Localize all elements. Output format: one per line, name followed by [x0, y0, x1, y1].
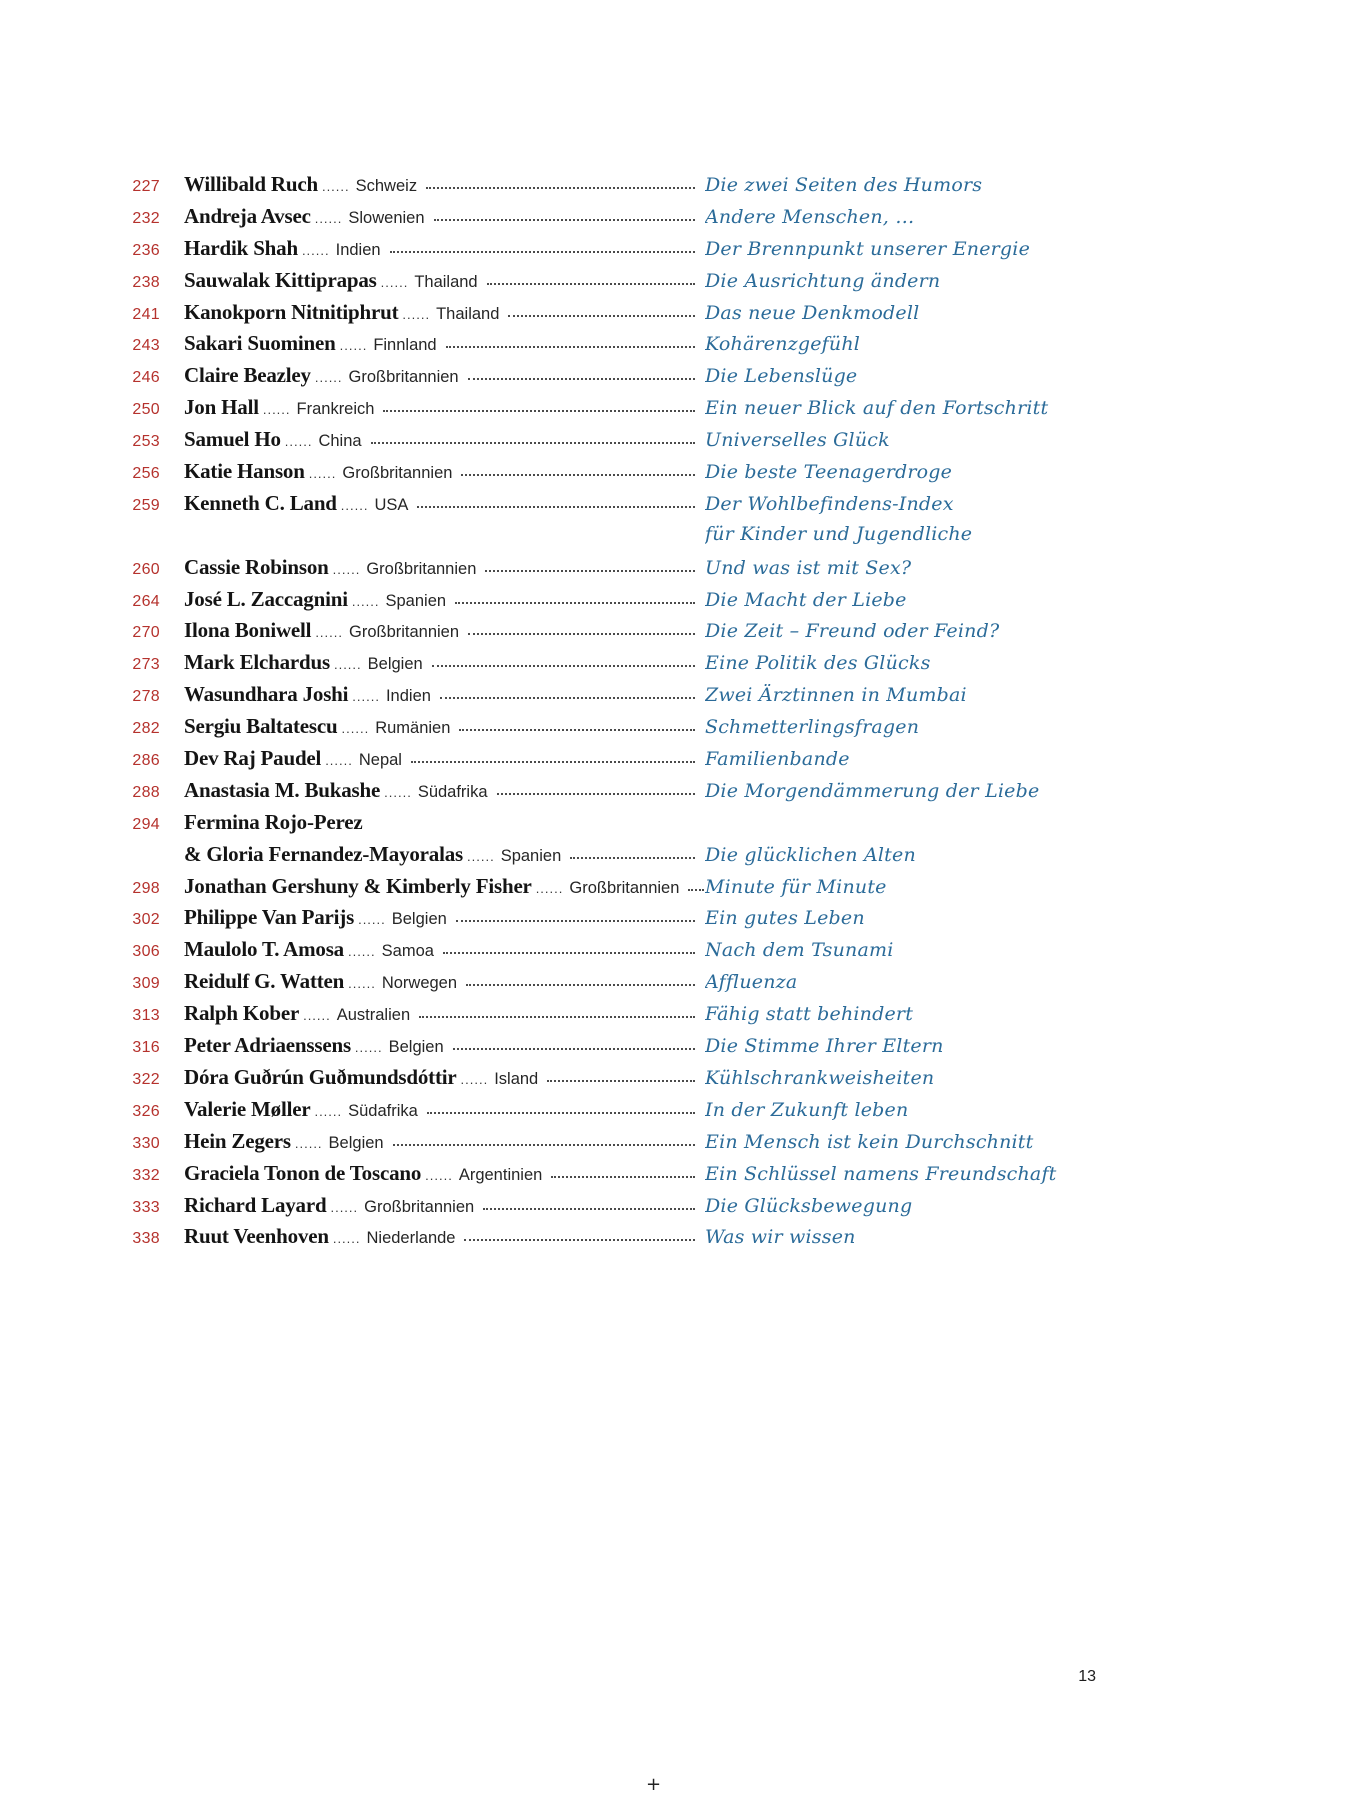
entry-title: Die Stimme Ihrer Eltern [705, 1035, 944, 1058]
separator-dots: ...... [351, 593, 380, 609]
entry-left [160, 427, 705, 452]
toc-row [0, 363, 1358, 395]
entry-left [160, 331, 705, 356]
toc-row [0, 874, 1358, 906]
country-label: Rumänien [375, 719, 451, 738]
country-label: Schweiz [355, 177, 418, 195]
entry-title: Und was ist mit Sex? [705, 556, 912, 579]
entry-left [160, 810, 705, 835]
page-number: 238 [132, 273, 160, 291]
entry-left [160, 874, 705, 899]
entry-title: Die zwei Seiten des Humors [705, 174, 983, 196]
entry-title: Was wir wissen [705, 1226, 856, 1249]
country-label: Nepal [358, 751, 402, 770]
entry-title: Andere Menschen, … [705, 205, 915, 228]
entry-title: Die glücklichen Alten [705, 843, 916, 866]
page-number: 286 [132, 752, 160, 770]
toc-list [0, 172, 1358, 1256]
separator-dots: ...... [333, 657, 362, 673]
toc-row [0, 459, 1358, 491]
entry-left [160, 1033, 705, 1058]
entry-left [160, 1097, 705, 1122]
page-number: 322 [132, 1070, 160, 1088]
toc-row [0, 682, 1358, 714]
country-label: Samoa [381, 942, 434, 961]
page-number: 232 [132, 209, 160, 227]
toc-row [0, 842, 1358, 874]
separator-dots: ...... [314, 370, 343, 386]
dot-leader [417, 506, 695, 508]
page-number: 236 [132, 241, 160, 259]
dot-leader [453, 1048, 695, 1050]
dot-leader [427, 1112, 695, 1114]
separator-dots: ...... [535, 880, 564, 896]
author-name: Ilona Boniwell [184, 618, 312, 643]
toc-row [0, 937, 1358, 969]
author-name: Maulolo T. Amosa [184, 937, 344, 962]
dot-leader [466, 984, 695, 986]
toc-row [0, 204, 1358, 236]
page-number: 273 [132, 656, 160, 674]
separator-dots: ...... [347, 944, 376, 960]
page-number: 259 [132, 496, 160, 514]
entry-left [160, 172, 705, 197]
author-name: Reidulf G. Watten [184, 969, 345, 994]
entry-title: Die Macht der Liebe [705, 588, 907, 611]
page-number: 302 [132, 911, 160, 929]
country-label: Belgien [388, 1038, 444, 1057]
page-number: 288 [132, 783, 160, 801]
country-label: Großbritannien [364, 1197, 475, 1216]
entry-left [160, 682, 705, 707]
author-name: Mark Elchardus [184, 650, 330, 675]
toc-row [0, 650, 1358, 682]
country-label: Belgien [328, 1133, 384, 1152]
toc-row [0, 1224, 1358, 1256]
entry-title: Universelles Glück [705, 429, 890, 452]
entry-left [160, 236, 705, 261]
dot-leader [383, 410, 695, 412]
author-name: Ruut Veenhoven [184, 1224, 329, 1249]
author-name: Sergiu Baltatescu [184, 714, 338, 739]
author-name: Richard Layard [184, 1192, 327, 1217]
toc-row [0, 172, 1358, 204]
page-number: 270 [132, 624, 160, 642]
country-label: Indien [385, 687, 431, 706]
author-name: Claire Beazley [184, 363, 311, 388]
entry-title: Kühlschrankweisheiten [705, 1066, 935, 1089]
country-label: Frankreich [296, 400, 375, 419]
dot-leader [411, 761, 695, 763]
country-label: Großbritannien [348, 368, 459, 387]
page-number: 316 [132, 1039, 160, 1057]
entry-title: Schmetterlingsfragen [705, 716, 920, 739]
entry-left [160, 1129, 705, 1154]
dot-leader [455, 602, 695, 604]
country-label: Spanien [385, 591, 447, 610]
author-name: Hardik Shah [184, 235, 298, 260]
author-name: & Gloria Fernandez-Mayoralas [184, 841, 464, 866]
country-label: Spanien [500, 846, 562, 865]
entry-left [160, 1001, 705, 1026]
page-number: 243 [132, 337, 160, 355]
separator-dots: ...... [354, 1040, 383, 1056]
entry-title: Der Brennpunkt unserer Energie [705, 237, 1031, 260]
author-name: Philippe Van Parijs [184, 905, 355, 930]
country-label: Thailand [436, 304, 500, 323]
page-number: 333 [132, 1198, 160, 1216]
entry-left [160, 746, 705, 771]
separator-dots: ...... [315, 625, 343, 641]
entry-title: Die Ausrichtung ändern [705, 269, 941, 292]
author-name: Valerie Møller [184, 1096, 311, 1121]
toc-row [0, 1129, 1358, 1161]
separator-dots: ...... [332, 561, 361, 577]
separator-dots: ...... [314, 210, 343, 226]
entry-left [160, 1065, 705, 1090]
country-label: Thailand [414, 272, 478, 291]
separator-dots: ...... [321, 179, 350, 194]
author-name: Katie Hanson [184, 459, 305, 484]
toc-row [0, 1065, 1358, 1097]
page-number: 246 [132, 369, 160, 387]
author-name: Peter Adriaenssens [184, 1033, 351, 1058]
entry-title: Das neue Denkmodell [705, 301, 920, 324]
page-number: 227 [132, 178, 160, 195]
toc-row [0, 331, 1358, 363]
author-name: Willibald Ruch [184, 172, 318, 196]
dot-leader [497, 793, 695, 795]
entry-title: Zwei Ärztinnen in Mumbai [705, 684, 967, 707]
toc-row [0, 268, 1358, 300]
country-label: Belgien [367, 655, 423, 674]
toc-row [0, 1001, 1358, 1033]
page-number: 326 [132, 1102, 160, 1120]
separator-dots: ...... [402, 306, 431, 322]
dot-leader [547, 1080, 695, 1082]
dot-leader [487, 283, 695, 285]
entry-left [160, 650, 705, 675]
page-number: 260 [132, 560, 160, 578]
dot-leader [461, 474, 695, 476]
entry-left [160, 1193, 705, 1218]
entry-left [160, 842, 705, 867]
country-label: China [318, 432, 362, 451]
country-label: USA [374, 495, 409, 514]
dot-leader [419, 1016, 695, 1018]
toc-row [0, 395, 1358, 427]
entry-left [160, 937, 705, 962]
country-label: Slowenien [348, 208, 425, 227]
author-name: Cassie Robinson [184, 554, 329, 579]
separator-dots: ...... [425, 1167, 453, 1183]
author-name: Ralph Kober [184, 1001, 300, 1026]
separator-dots: ...... [341, 721, 370, 737]
dot-leader [570, 857, 695, 859]
author-name: Hein Zegers [184, 1128, 291, 1153]
entry-left [160, 395, 705, 420]
entry-left [160, 300, 705, 325]
page-number: 330 [132, 1134, 160, 1152]
separator-dots: ...... [325, 753, 353, 769]
author-name: Jonathan Gershuny & Kimberly Fisher [184, 873, 532, 898]
entry-title: Die Lebenslüge [705, 365, 858, 388]
entry-left [160, 778, 705, 803]
page-number: 298 [132, 879, 160, 897]
country-label: Niederlande [366, 1229, 456, 1248]
author-name: Kenneth C. Land [184, 490, 337, 515]
country-label: Norwegen [381, 974, 458, 993]
dot-leader [468, 633, 695, 635]
country-label: Indien [335, 240, 381, 259]
page-number: 306 [132, 943, 160, 961]
entry-title: Eine Politik des Glücks [705, 652, 931, 675]
separator-dots: ...... [348, 976, 376, 992]
country-label: Großbritannien [366, 559, 477, 578]
country-label: Südafrika [348, 1101, 418, 1120]
page-number: 282 [132, 720, 160, 738]
entry-title: Der Wohlbefindens-Index [705, 492, 954, 515]
country-label: Argentinien [458, 1165, 543, 1184]
entry-left [160, 204, 705, 229]
entry-title: Fähig statt behindert [705, 1003, 914, 1026]
toc-row [0, 555, 1358, 587]
toc-row [0, 236, 1358, 268]
dot-leader [464, 1239, 695, 1241]
separator-dots: ...... [339, 338, 368, 354]
entry-left [160, 268, 705, 293]
toc-row [0, 746, 1358, 778]
separator-dots: ...... [330, 1199, 359, 1215]
page-number: 338 [132, 1230, 160, 1248]
dot-leader [688, 889, 704, 891]
entry-title: Familienbande [705, 748, 850, 771]
country-label: Großbritannien [342, 464, 453, 483]
entry-title: Die Morgendämmerung der Liebe [705, 779, 1040, 802]
entry-title: Ein Schlüssel namens Freundschaft [705, 1162, 1057, 1185]
separator-dots: ...... [460, 1071, 489, 1087]
separator-dots: ...... [284, 434, 313, 450]
separator-dots: ...... [380, 274, 409, 290]
toc-row [0, 1161, 1358, 1193]
country-label: Island [494, 1069, 539, 1088]
dot-leader [485, 570, 695, 572]
separator-dots: ...... [467, 848, 495, 864]
separator-dots: ...... [340, 497, 369, 513]
toc-row [0, 300, 1358, 332]
page-number: 313 [132, 1007, 160, 1025]
toc-row [0, 427, 1358, 459]
country-label: Finnland [373, 336, 437, 355]
toc-row [0, 1033, 1358, 1065]
entry-title: für Kinder und Jugendliche [705, 522, 973, 545]
author-name: Kanokporn Nitnitiphrut [184, 299, 399, 324]
entry-left [160, 714, 705, 739]
page-number: 250 [132, 401, 160, 419]
separator-dots: ...... [294, 1135, 323, 1151]
separator-dots: ...... [301, 242, 330, 258]
dot-leader [551, 1176, 695, 1178]
toc-row [0, 905, 1358, 937]
entry-left [160, 555, 705, 580]
dot-leader [390, 251, 695, 253]
author-name: Dev Raj Paudel [184, 746, 322, 771]
toc-row [0, 587, 1358, 619]
dot-leader [443, 952, 695, 954]
author-name: Graciela Tonon de Toscano [184, 1160, 422, 1185]
entry-left [160, 587, 705, 612]
country-label: Australien [336, 1006, 411, 1025]
author-name: Jon Hall [184, 395, 259, 420]
page-number: 264 [132, 592, 160, 610]
toc-row [0, 1193, 1358, 1225]
dot-leader [456, 920, 695, 922]
country-label: Belgien [391, 910, 447, 929]
author-name: Samuel Ho [184, 427, 281, 452]
toc-row [0, 1097, 1358, 1129]
crop-mark: + [646, 1774, 662, 1795]
entry-title: Die Zeit – Freund oder Feind? [705, 620, 1000, 643]
entry-left [160, 969, 705, 994]
dot-leader [426, 187, 695, 189]
author-name: Fermina Rojo-Perez [184, 809, 363, 834]
page-number: 241 [132, 305, 160, 323]
page-number: 309 [132, 975, 160, 993]
entry-left [160, 459, 705, 484]
dot-leader [371, 442, 695, 444]
entry-title: Ein Mensch ist kein Durchschnitt [705, 1130, 1034, 1153]
entry-left [160, 618, 705, 643]
author-name: Dóra Guðrún Guðmundsdóttir [184, 1064, 457, 1089]
toc-row [0, 778, 1358, 810]
author-name: Andreja Avsec [184, 203, 311, 228]
dot-leader [434, 219, 695, 221]
entry-title: Ein neuer Blick auf den Fortschritt [705, 397, 1049, 420]
separator-dots: ...... [352, 689, 380, 705]
entry-title: Die Glücksbewegung [705, 1194, 913, 1217]
entry-left [160, 1224, 705, 1249]
page-number: 294 [132, 815, 160, 833]
separator-dots: ...... [262, 402, 291, 418]
country-label: Südafrika [417, 782, 488, 801]
entry-title: Ein gutes Leben [705, 907, 865, 930]
toc-row [0, 714, 1358, 746]
dot-leader [468, 378, 695, 380]
separator-dots: ...... [303, 1008, 331, 1024]
page-number: 256 [132, 465, 160, 483]
author-name: Wasundhara Joshi [184, 682, 349, 707]
toc-row [0, 810, 1358, 842]
toc-row [0, 618, 1358, 650]
separator-dots: ...... [384, 784, 412, 800]
entry-left [160, 491, 705, 516]
entry-left [160, 363, 705, 388]
dot-leader [446, 346, 695, 348]
toc-row [0, 523, 1358, 555]
toc-row [0, 969, 1358, 1001]
separator-dots: ...... [308, 466, 337, 482]
page-number: 278 [132, 688, 160, 706]
country-label: Großbritannien [569, 878, 680, 897]
country-label: Großbritannien [348, 623, 460, 642]
author-name: Anastasia M. Bukashe [184, 777, 381, 802]
footer-page-number: 13 [1078, 1668, 1096, 1685]
toc-row [0, 491, 1358, 523]
separator-dots: ...... [358, 912, 386, 928]
entry-title: Die beste Teenagerdroge [705, 461, 953, 484]
entry-title: In der Zukunft leben [705, 1098, 909, 1121]
entry-left [160, 905, 705, 930]
entry-title: Minute für Minute [705, 875, 887, 898]
entry-title: Kohärenzgefühl [705, 333, 861, 356]
entry-title: Affluenza [705, 971, 798, 994]
author-name: Sauwalak Kittiprapas [184, 267, 377, 292]
dot-leader [459, 729, 695, 731]
author-name: Sakari Suominen [184, 331, 336, 356]
dot-leader [483, 1208, 695, 1210]
dot-leader [508, 315, 695, 317]
dot-leader [440, 697, 695, 699]
separator-dots: ...... [314, 1103, 343, 1119]
dot-leader [393, 1144, 695, 1146]
separator-dots: ...... [332, 1231, 361, 1247]
entry-title: Nach dem Tsunami [705, 939, 894, 962]
page-number: 332 [132, 1166, 160, 1184]
dot-leader [432, 665, 695, 667]
author-name: José L. Zaccagnini [184, 586, 348, 611]
page-number: 253 [132, 433, 160, 451]
entry-left [160, 1161, 705, 1186]
